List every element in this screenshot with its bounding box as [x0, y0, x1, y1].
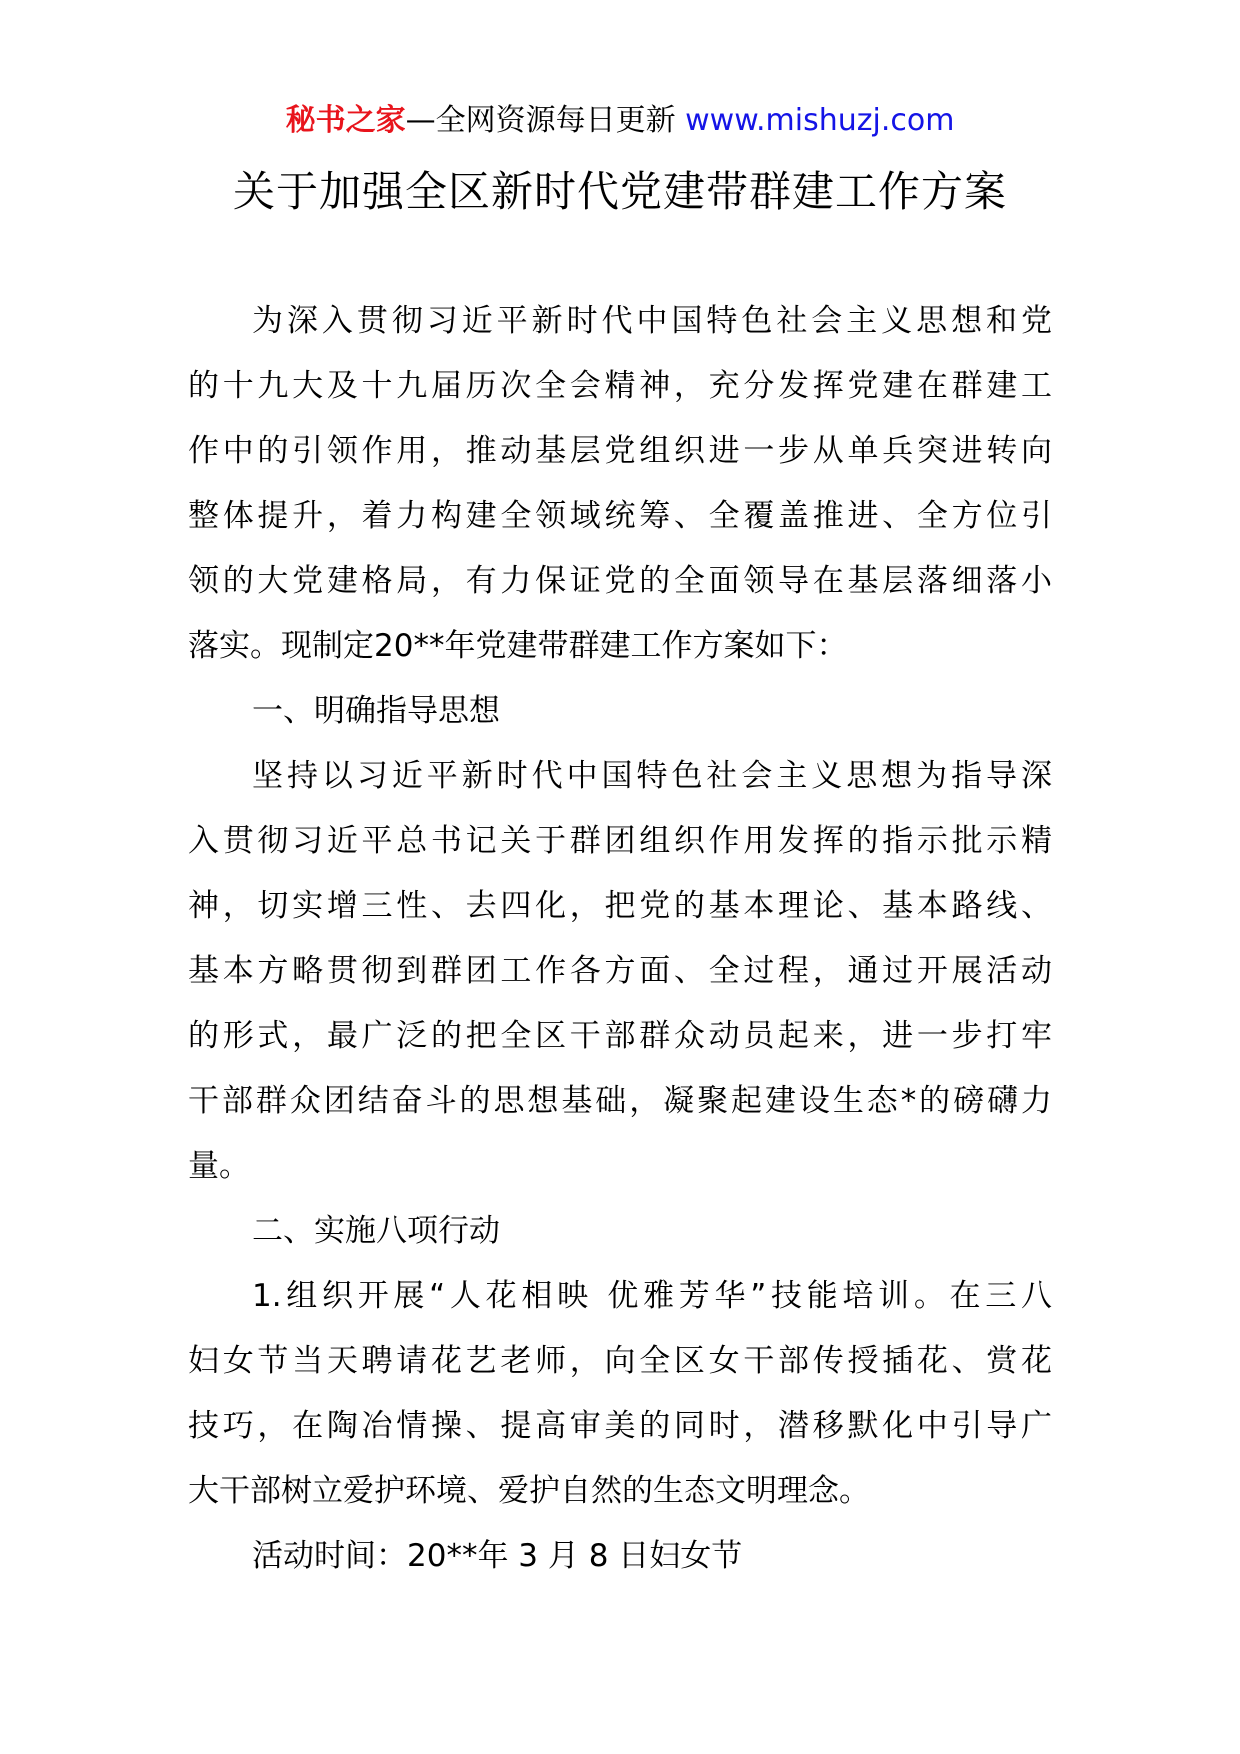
paragraph-line: 作中的引领作用，推动基层党组织进一步从单兵突进转向: [188, 433, 1052, 469]
paragraph-line: 入贯彻习近平总书记关于群团组织作用发挥的指示批示精: [188, 823, 1052, 859]
paragraph-line: 1.组织开展“人花相映 优雅芳华”技能培训。在三八: [252, 1278, 1052, 1314]
paragraph-line: 的形式，最广泛的把全区干部群众动员起来，进一步打牢: [188, 1018, 1052, 1054]
banner-tagline: —全网资源每日更新: [405, 103, 686, 138]
site-url-link[interactable]: www.mishuzj.com: [685, 103, 955, 138]
paragraph-line: 量。: [188, 1148, 250, 1184]
document-body: [188, 289, 1052, 1589]
paragraph-line: 为深入贯彻习近平新时代中国特色社会主义思想和党: [252, 303, 1052, 339]
paragraph-line: 基本方略贯彻到群团工作各方面、全过程，通过开展活动: [188, 953, 1052, 989]
paragraph-line: 领的大党建格局，有力保证党的全面领导在基层落细落小: [188, 563, 1052, 599]
paragraph-line: 的十九大及十九届历次全会精神，充分发挥党建在群建工: [188, 368, 1052, 404]
brand-name: 秘书之家: [285, 103, 406, 138]
paragraph-line: 干部群众团结奋斗的思想基础，凝聚起建设生态*的磅礴力: [188, 1083, 1052, 1119]
paragraph-line: 大干部树立爱护环境、爱护自然的生态文明理念。: [188, 1473, 870, 1509]
paragraph-line: 妇女节当天聘请花艺老师，向全区女干部传授插花、赏花: [188, 1343, 1052, 1379]
paragraph-line: 活动时间：20**年 3 月 8 日妇女节: [252, 1538, 743, 1574]
document-title: 关于加强全区新时代党建带群建工作方案: [232, 167, 1007, 216]
paragraph-line: 神，切实增三性、去四化，把党的基本理论、基本路线、: [188, 888, 1052, 924]
section-heading: 二、实施八项行动: [252, 1213, 500, 1249]
paragraph-line: 落实。现制定20**年党建带群建工作方案如下：: [188, 628, 848, 664]
site-banner: [0, 98, 1240, 144]
section-heading: 一、明确指导思想: [252, 693, 500, 729]
paragraph-line: 技巧，在陶冶情操、提高审美的同时，潜移默化中引导广: [188, 1408, 1052, 1444]
paragraph-line: 整体提升，着力构建全领域统筹、全覆盖推进、全方位引: [188, 498, 1052, 534]
paragraph-line: 坚持以习近平新时代中国特色社会主义思想为指导深: [252, 758, 1052, 794]
